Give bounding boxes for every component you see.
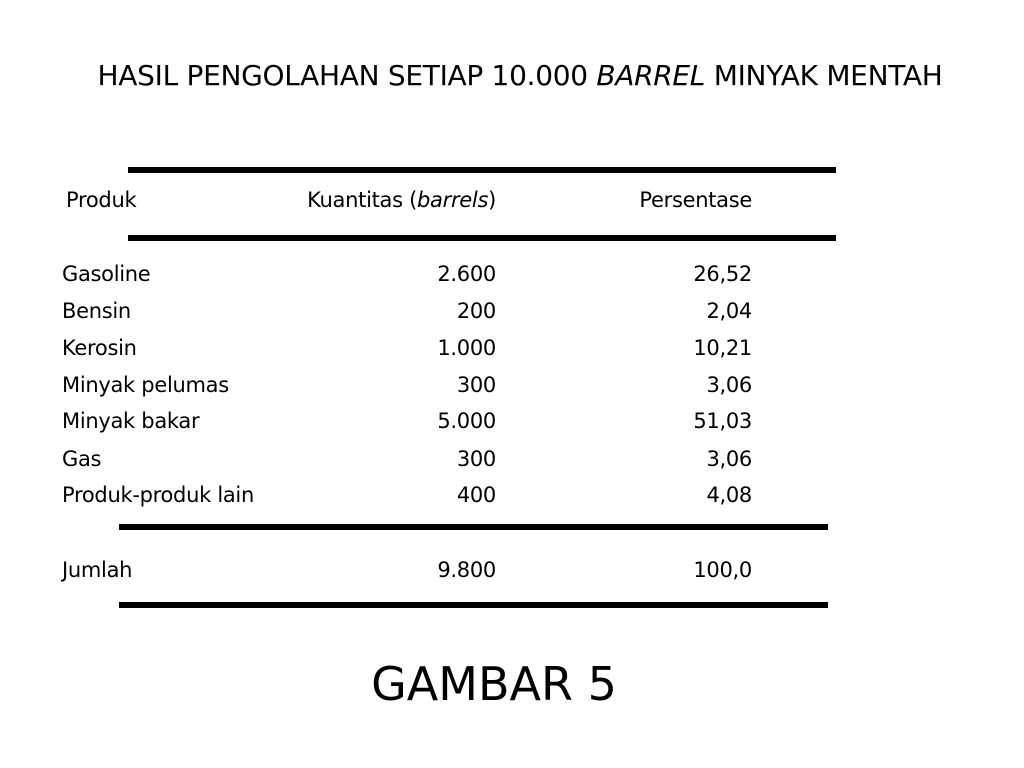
row-quantity: 400 — [456, 483, 496, 507]
header-product: Produk — [66, 188, 137, 212]
row-percentage: 3,06 — [706, 373, 752, 397]
header-quantity — [307, 187, 496, 213]
row-quantity: 300 — [456, 447, 496, 471]
row-product: Gas — [62, 447, 102, 471]
header-quantity-suffix: ) — [488, 188, 496, 212]
body-bottom-rule — [119, 524, 828, 530]
header-quantity-unit: barrels — [417, 188, 489, 212]
title-text-start: HASIL PENGOLAHAN SETIAP 10.000 — [97, 59, 597, 92]
figure-caption: GAMBAR 5 — [371, 657, 617, 711]
row-product: Bensin — [62, 299, 131, 323]
row-quantity: 1.000 — [437, 336, 496, 360]
row-percentage: 3,06 — [706, 447, 752, 471]
row-percentage: 2,04 — [706, 299, 752, 323]
header-bottom-rule — [128, 235, 836, 241]
row-product: Kerosin — [62, 336, 137, 360]
row-product: Gasoline — [62, 262, 151, 286]
row-quantity: 2.600 — [437, 262, 496, 286]
row-product: Minyak pelumas — [62, 373, 229, 397]
row-percentage: 10,21 — [693, 336, 752, 360]
title-text-italic: BARREL — [596, 59, 706, 92]
header-percentage: Persentase — [639, 188, 752, 212]
total-label: Jumlah — [62, 558, 133, 582]
table-top-rule — [128, 167, 836, 173]
row-quantity: 200 — [456, 299, 496, 323]
row-product: Minyak bakar — [62, 409, 200, 433]
row-percentage: 26,52 — [693, 262, 752, 286]
row-product: Produk-produk lain — [62, 483, 254, 507]
total-quantity: 9.800 — [437, 558, 496, 582]
row-percentage: 4,08 — [706, 483, 752, 507]
row-quantity: 5.000 — [437, 409, 496, 433]
header-quantity-prefix: Kuantitas ( — [307, 188, 418, 212]
total-percentage: 100,0 — [693, 558, 752, 582]
table-bottom-rule — [119, 602, 828, 608]
title-text-end: MINYAK MENTAH — [705, 59, 943, 92]
row-percentage: 51,03 — [693, 409, 752, 433]
page-title — [60, 57, 980, 94]
row-quantity: 300 — [456, 373, 496, 397]
